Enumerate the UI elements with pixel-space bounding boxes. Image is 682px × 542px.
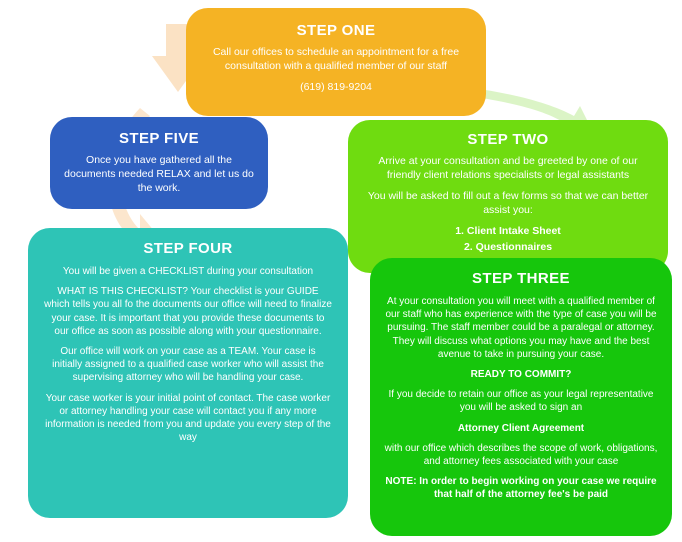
step-four-text-4: Your case worker is your initial point of contact. The case worker or attorney handling your case will contact you if any more information is needed from you and update you every step of the way [45, 392, 331, 444]
step-four-text-1: You will be given a CHECKLIST during your consultation [62, 266, 314, 277]
step-two-text-1: Arrive at your consultation and be greeted by one of our friendly client relations specialists or legal assistants [378, 155, 638, 181]
step-two-heading: STEP TWO [467, 131, 549, 148]
step-five-card [50, 117, 268, 209]
step-two-card [348, 120, 668, 273]
step-four-heading: STEP FOUR [143, 240, 233, 257]
step-three-agreement-title: Attorney Client Agreement [457, 422, 585, 434]
list-item: 2. Questionnaires [463, 240, 553, 253]
step-one-heading: STEP ONE [296, 22, 376, 39]
step-one-phone: (619) 819-9204 [300, 80, 372, 93]
step-two-form-list [362, 224, 654, 254]
step-one-card [186, 8, 486, 116]
step-three-text-1: At your consultation you will meet with a qualified member of our staff who has experience with the type of case you will be pursuing. The staff member could be a paralegal or attorney. They will discuss what options you may have and the best avenue to take in pursuing your case. [385, 296, 657, 360]
step-four-text-2: WHAT IS THIS CHECKLIST? Your checklist is your GUIDE which tells you all fo the documents our office will need to finalize your case. It is important that you provide these documents to our office as soon as possible along with your questionnaire. [44, 286, 332, 337]
step-three-text-2: If you decide to retain our office as your legal representative you will be asked to sign an [388, 389, 654, 414]
step-three-card [370, 258, 672, 536]
step-three-note: NOTE: In order to begin working on your case we require that half of the attorney fee's be paid [385, 476, 657, 501]
step-five-text-1: Once you have gathered all the documents needed RELAX and let us do the work. [64, 154, 254, 194]
list-item: 1. Client Intake Sheet [455, 225, 561, 238]
step-five-heading: STEP FIVE [118, 130, 199, 147]
step-four-text-3: Our office will work on your case as a TEAM. Your case is initially assigned to a qualified case worker who will assist the supervising attorney who will be handling your case. [52, 345, 324, 384]
step-three-ready-to-commit: READY TO COMMIT? [470, 368, 572, 380]
step-three-heading: STEP THREE [472, 270, 570, 287]
step-two-text-2: You will be asked to fill out a few forms so that we can better assist you: [367, 189, 649, 216]
step-one-text-1: Call our offices to schedule an appointment for a free consultation with a qualified member of our staff [212, 46, 460, 72]
step-four-card [28, 228, 348, 518]
step-three-text-3: with our office which describes the scope of work, obligations, and attorney fees associated with your case [384, 442, 658, 467]
